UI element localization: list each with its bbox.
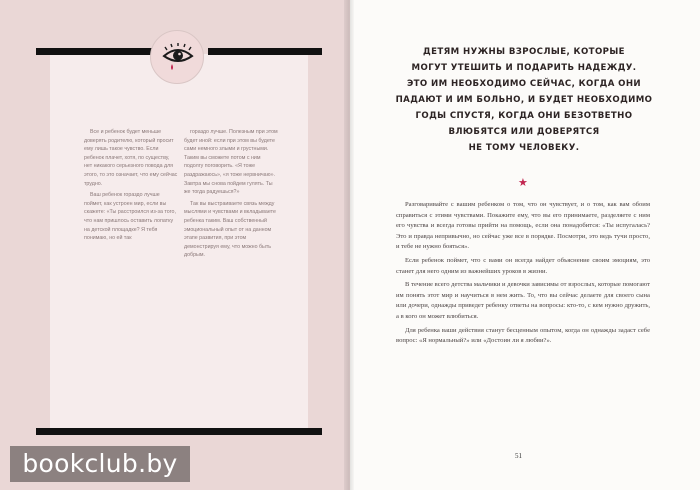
bottom-bar: [36, 428, 322, 435]
quote-line: МОГУТ УТЕШИТЬ И ПОДАРИТЬ НАДЕЖДУ.: [411, 63, 637, 73]
quote-line: ВЛЮБЯТСЯ ИЛИ ДОВЕРЯТСЯ: [448, 127, 600, 137]
top-bar-left: [36, 48, 152, 55]
quote-line: ДЕТЯМ НУЖНЫ ВЗРОСЛЫЕ, КОТОРЫЕ: [423, 47, 625, 57]
paragraph: Все и ребенок будет меньше доверять родителю, который просит ему лишь такое чувство. Если ребенок плачет, хотя, по существу, нет никакого серьезного повода для этого, то это означает, что ему сейчас трудно.: [84, 129, 178, 187]
pull-quote: [392, 44, 656, 156]
paragraph: Так вы выстраиваете связь между мыслями и чувствами и вкладываете ребенка таким. Ваш собственный эмоциональный опыт от на данном этапе развития, при этом демонстрируя ему, что можно быть добрым.: [184, 200, 276, 259]
paragraph: Ваш ребенок гораздо лучше поймет, как устроен мир, если вы скажете: «Ты расстроился из-за того, что нам пришлось оставить лопатку на детской площадке? Я тебя понимаю, но ей так: [84, 192, 176, 242]
page-gutter: [344, 0, 354, 490]
quote-line: НЕ ТОМУ ЧЕЛОВЕКУ.: [468, 143, 580, 153]
left-column-1: [84, 128, 178, 246]
paragraph: Если ребенок поймет, что с вами он всегда найдет объяснение своим эмоциям, это станет для него одним из важнейших уроков в жизни.: [396, 256, 650, 275]
quote-line: ЭТО ИМ НЕОБХОДИМО СЕЙЧАС, КОГДА ОНИ: [406, 79, 642, 89]
watermark-text: bookclub.by: [22, 449, 178, 478]
star-icon: ★: [518, 176, 528, 189]
paragraph: В течение всего детства мальчики и девочки зависимы от взрослых, которые помогают им понять этот мир и научиться в нем жить. То, что вы сейчас делаете для своего сына или дочери, однажды приведет ребенку ответы на вопросы: кто-то, с кем нужно дружить, а в кого он может влюбиться.: [396, 281, 650, 320]
left-column-2: [184, 128, 278, 263]
paragraph: Разговаривайте с вашим ребенком о том, что он чувствует, и о том, как вам обоим справиться с этими чувствами. Покажите ему, что вы его принимаете, разделяете с ним его чувства и всегда готовы прийти на помощь, если она понадобится: «Ты испугалась? Это и правда непривычно, но сейчас уже все в порядке. Посмотри, это ведь тучи просто, и тебе не нужно бояться».: [396, 201, 650, 251]
quote-line: ПАДАЮТ И ИМ БОЛЬНО, И БУДЕТ НЕОБХОДИМО: [395, 95, 653, 105]
paragraph: гораздо лучше. Полезным при этом будет иной: если при этом вы будете сами немного злыми и грустными. Таким вы сможете потом с ним подолгу поговорить. «Я тоже раздражаюсь», «я тоже нервничаю». Завтра мы снова пойдем гулять. Ты же тогда радуешься?»: [184, 129, 278, 196]
crying-eye-icon: [151, 31, 205, 85]
watermark: [10, 446, 190, 482]
body-text: [396, 200, 650, 350]
paragraph: Для ребенка ваши действия станут бесценным опытом, когда он однажды задаст себе вопрос: «Я нормальный?» или «Достоин ли я любви?».: [396, 326, 650, 345]
page-number: 51: [515, 452, 522, 460]
top-bar-right: [208, 48, 322, 55]
eye-emblem: [150, 30, 204, 84]
quote-line: ГОДЫ СПУСТЯ, КОГДА ОНИ БЕЗОТВЕТНО: [415, 111, 633, 121]
